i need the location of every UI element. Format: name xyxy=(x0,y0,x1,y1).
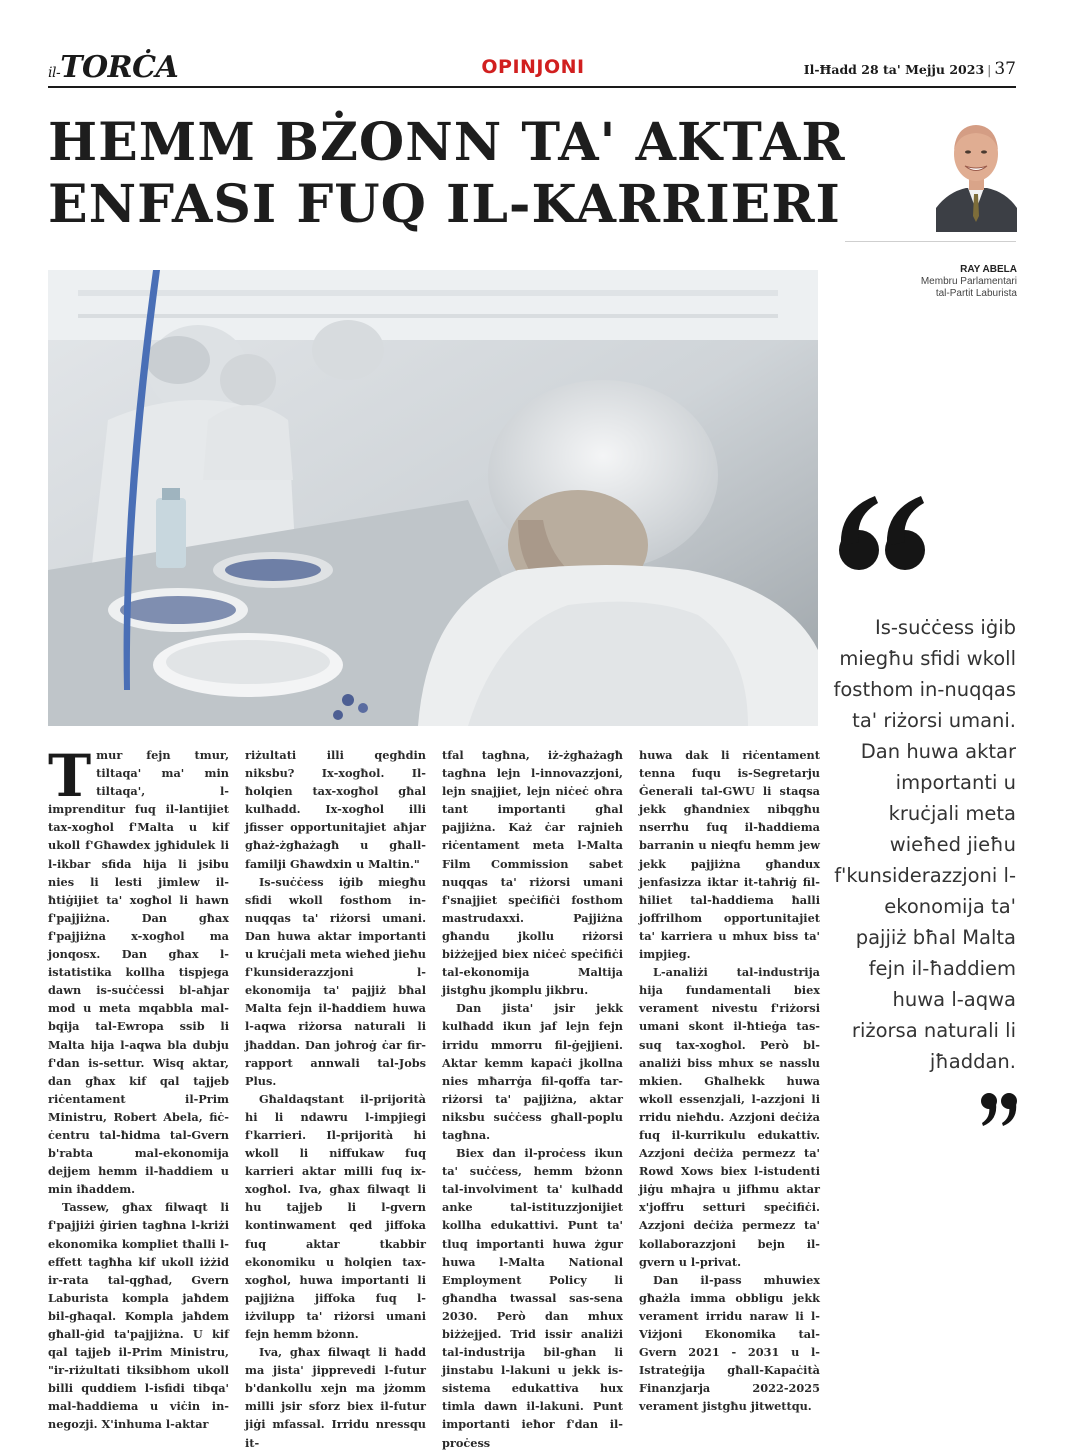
paragraph: huwa dak li riċentament tenna fuqu is-Segretarju Ġenerali tal-GWU li staqsa jekk għandniex nibqgħu nserrħu fuq il-ħaddiema barranin u nieqfu hemm jew jekk pajjiżna għandux jenfasizza iktar it-taħriġ fil-ħiliet tal-ħaddiema ħalli joffrilhom opportunitajiet ta' karriera u mhux biss ta' impjieg. xyxy=(639,748,820,962)
article-column-1 xyxy=(48,742,229,1432)
article-column-2 xyxy=(245,746,426,1450)
page-number: 37 xyxy=(994,59,1016,79)
paragraph: Tassew, għax filwaqt li f'pajjiżi ġirien tagħna l-kriżi ekonomika kompliet tħalli l-effett tagħha kif ukoll iżżid ir-rata tal-qgħad, Gvern Laburista kompla jaħdem bil-għaqal. Kompla jaħdem għall-ġid ta'pajjiżna. U kif qal tajjeb il-Prim Ministru, "ir-riżultati tiksibhom ukoll billi quddiem l-isfidi tibqa' mal-ħaddiema u viċin in-negozji. X'inhuma l-aktar xyxy=(48,1200,229,1432)
paragraph: Is-suċċess iġib miegħu sfidi wkoll fosthom in-nuqqas ta' riżorsi umani. Dan huwa aktar importanti u kruċjali meta wieħed jieħu f'kunsiderazzjoni l-ekonomija ta' pajjiż bħal Malta fejn il-ħaddiem huwa l-aqwa riżorsa naturali li jħaddan. Dan joħroġ ċar fir-rapport annwali tal-Jobs Plus. xyxy=(245,874,426,1088)
pull-quote: Is-suċċess iġib miegħu sfidi wkoll fosthom in-nuqqas ta' riżorsi umani. Dan huwa aktar importanti u kruċjali meta wieħed jieħu f'kunsiderazzjoni l-ekonomija ta' pajjiż bħal Malta fejn il-ħaddiem huwa l-aqwa riżorsa naturali li jħaddan. xyxy=(833,616,1016,1073)
article-body xyxy=(48,742,820,1450)
paragraph: riżultati illi qegħdin niksbu? Ix-xogħol. Il-ħolqien tax-xogħol għal kulħadd. Ix-xogħol illi jfisser opportunitajiet aħjar għaż-żgħażagħ u għall-familji Għawdxin u Maltin." xyxy=(245,748,426,871)
paragraph: Għaldaqstant il-prijorità hi li ndawru l-impjiegi f'karrieri. Il-prijorità hi wkoll li niffukaw fuq karrieri aktar milli fuq ix-xogħol. Iva, għax filwaqt li hu tajjeb li l-gvern kontinwament qed jiffoka fuq aktar tkabbir ekonomiku u ħolqien tax-xogħol, huwa importanti li pajjiżna jiffoka fuq l-iżvilupp ta' riżorsi umani fejn hemm bżonn. xyxy=(245,1091,426,1341)
drop-cap: T xyxy=(48,742,92,810)
dateline-separator: | xyxy=(987,62,992,77)
author-rule xyxy=(845,241,1016,242)
lead-photo xyxy=(48,270,818,726)
logo-name: TORĊA xyxy=(60,50,179,85)
paragraph xyxy=(48,742,229,1198)
dateline xyxy=(804,59,1016,79)
paragraph: Dan jista' jsir jekk kulħadd ikun jaf lejn fejn irridu mmorru fil-ġejjieni. Aktar kemm kapaċi jkollna nies mħarrġa fil-qoffa tar-riżorsi ta' pajjiżna, aktar niksbu suċċess għall-poplu tagħna. xyxy=(442,1001,623,1142)
author-role-line1: Membru Parlamentari xyxy=(920,276,1017,287)
article-column-3 xyxy=(442,746,623,1450)
paragraph: Iva, għax filwaqt li ħadd ma jista' jipprevedi l-futur b'dankollu xejn ma jżomm milli jsir sforz biex il-futur jiġi mfassal. Irridu nressqu it- xyxy=(245,1345,426,1450)
paragraph: Biex dan il-proċess ikun ta' suċċess, hemm bżonn tal-involviment ta' kulħadd anke tal-istituzzjonijiet kollha edukattivi. Punt ta' tluq importanti huwa żgur huwa l-Malta National Employment Policy li għandha twassal sas-sena 2030. Però dan mhux biżżejjed. Trid issir analiżi tal-industrija bil-għan li jinstabu l-lakuni u jekk is-sistema edukattiva hux timla dawn il-lakuni. Punt importanti ieħor f'dan il-proċess xyxy=(442,1146,623,1450)
open-quote-icon xyxy=(835,490,935,580)
section-label: OPINJONI xyxy=(481,56,585,78)
masthead-rule xyxy=(48,86,1016,88)
article-column-4 xyxy=(639,746,820,1414)
logo-prefix: il- xyxy=(48,65,61,81)
author-name: RAY ABELA xyxy=(960,264,1017,275)
paragraph: L-analiżi tal-industrija hija fundamentali biex verament nivestu f'riżorsi umani skont il-ħtieġa tas-suq tax-xogħol. Però bl-analiżi biss mhux se nasslu mkien. Għalhekk huwa wkoll essenzjali, l-azzjoni li rridu nieħdu. Azzjoni deċiża fuq il-kurrikulu edukattiv. Azzjoni deċiża permezz ta' Rowd Xows biex l-istudenti jiġu mħajra u jifhmu aktar x'joffru setturi speċifiċi. Azzjoni deċiża permezz ta' kollaborazzjoni bejn il-gvern u l-privat. xyxy=(639,965,820,1269)
headline: HEMM BŻONN TA' AKTAR ENFASI FUQ IL-KARRIERI xyxy=(48,112,846,235)
author-portrait xyxy=(936,112,1017,232)
paragraph: tfal tagħna, iż-żgħażagħ tagħna lejn l-innovazzjoni, lejn snajjiet, lejn niċeċ oħra tant importanti għal pajjiżna. Każ ċar rajnieh riċentament meta l-Malta Film Commission sabet nuqqas ta' riżorsi umani f'snajjiet speċifiċi fosthom mastrudaxxi. Pajjiżna għandu jkollu riżorsi biżżejjed biex niċeċ speċifiċi tal-ekonomija Maltija jistgħu jkomplu jikbru. xyxy=(442,748,623,998)
newspaper-logo xyxy=(48,50,178,85)
author-role-line2: tal-Partit Laburista xyxy=(935,288,1017,299)
masthead xyxy=(48,50,1016,86)
paragraph-text: mur fejn tmur, tiltaqa' ma' min tiltaqa', l-imprenditur fuq il-lantijiet tax-xogħol f'Malta u kif ukoll f'Għawdex jgħidulek li l-ikbar sfida hija li jsibu nies li lesti jimlew il-ħtiġijiet ta' xogħol li hawn f'pajjiżna. Dan għax f'pajjiżna x-xogħol ma jonqosx. Dan għax l-istatistika kollha tispjega dawn is-suċċessi bl-aħjar mod u meta mqabbla mal-bqija tal-Ewropa ssib li Malta hija l-aqwa bla dubju f'dan is-settur. Wisq aktar, dan għax kif qal tajjeb riċentament il-Prim Ministru, Robert Abela, fiċ-ċentru tal-ħidma tal-Gvern b'rabta mal-ekonomija dejjem hemm il-ħaddiem u min iħaddem. xyxy=(48,748,229,1197)
close-quote-icon xyxy=(980,1092,1020,1128)
author-byline xyxy=(921,264,1017,300)
paragraph: Dan il-pass mhuwiex għażla imma obbligu jekk verament irridu naraw li l-Viżjoni Ekonomika tal-Gvern 2021 - 2031 u l-Istrateġija għall-Kapaċità Finanzjarja 2022-2025 verament jistgħu jitwettqu. xyxy=(639,1272,820,1414)
issue-date: Il-Ħadd 28 ta' Mejju 2023 xyxy=(803,62,985,77)
